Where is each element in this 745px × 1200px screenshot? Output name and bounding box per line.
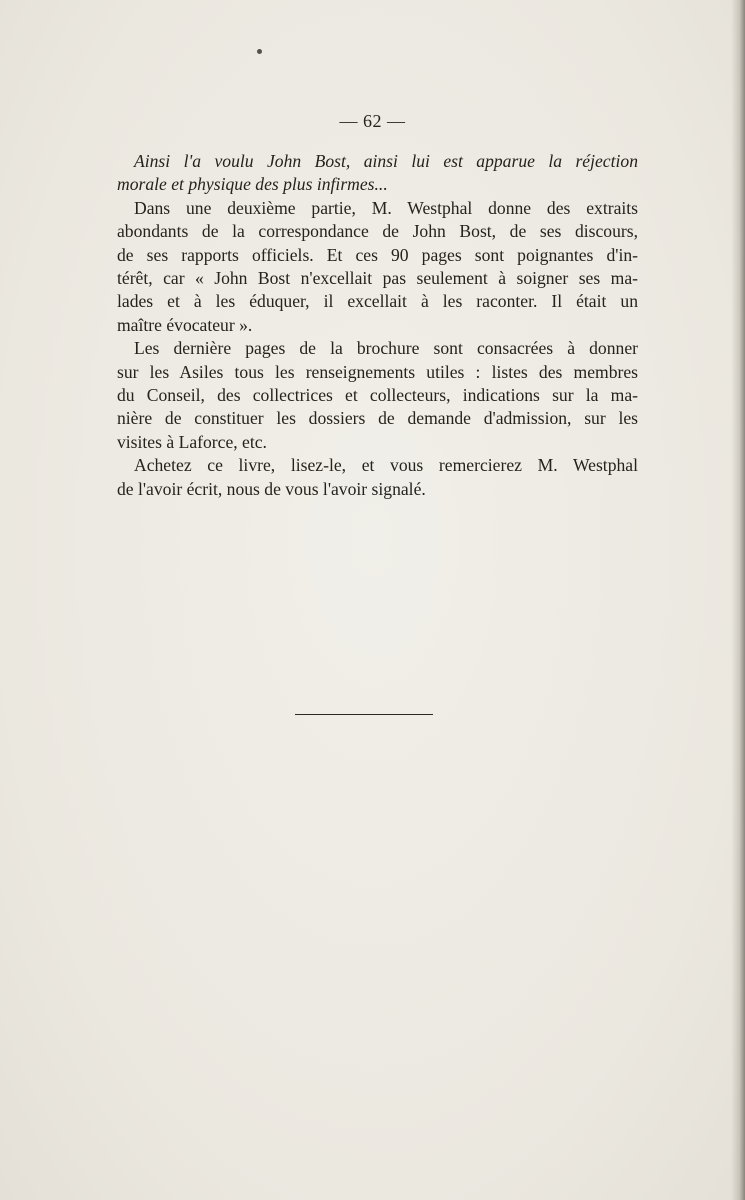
text-line: abondants de la correspondance de John Bost, de ses discours, [117,221,638,242]
text-line: Ainsi l'a voulu John Bost, ainsi lui est apparue la réjection [134,151,638,171]
text-line: térêt, car « John Bost n'excellait pas seulement à soigner ses ma- [117,268,638,289]
text-line: Achetez ce livre, lisez-le, et vous remercierez M. Westphal [134,455,638,476]
text-line: Dans une deuxième partie, M. Westphal donne des extraits [134,197,638,218]
page-edge-shadow [731,0,745,1200]
paper-speck [257,49,262,54]
text-line: lades et à les éduquer, il excellait à les raconter. Il était un [117,291,638,312]
paragraph-2 [100,197,638,337]
text-line: morale et physique des plus infirmes... [117,174,388,195]
text-line: maître évocateur ». [117,314,253,335]
text-line: visites à Laforce, etc. [117,431,267,452]
text-line: de ses rapports officiels. Et ces 90 pages sont poignantes d'in- [117,244,638,265]
text-line: nière de constituer les dossiers de demande d'admission, sur les [117,408,638,429]
text-line: sur les Asiles tous les renseignements utiles : listes des membres [117,361,638,382]
section-divider [295,714,433,715]
text-line: de l'avoir écrit, nous de vous l'avoir signalé. [117,478,426,499]
text-line: du Conseil, des collectrices et collecteurs, indications sur la ma- [117,385,638,406]
page-number: — 62 — [339,111,406,131]
paragraph-4 [100,454,638,501]
text-line: Les dernière pages de la brochure sont consacrées à donner [134,338,638,359]
body-text [100,150,638,501]
paragraph-3 [100,337,638,454]
paragraph-1 [100,150,638,197]
